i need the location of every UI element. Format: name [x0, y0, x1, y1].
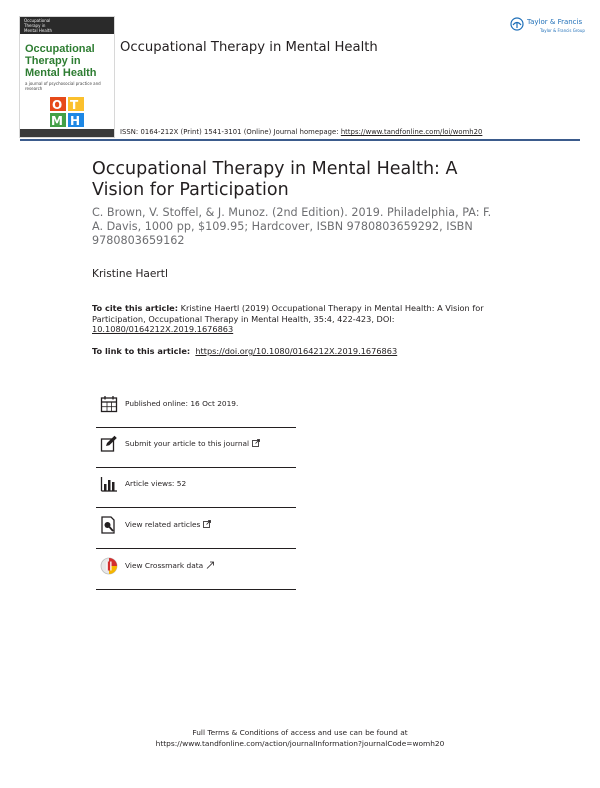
cover-title-line: Occupational — [25, 43, 95, 55]
article-doi-url[interactable]: https://doi.org/10.1080/0164212X.2019.1676863 — [195, 346, 398, 356]
issn-text: ISSN: 0164-212X (Print) 1541-3101 (Online) Journal homepage: — [120, 128, 341, 136]
cover-bottom-bar — [20, 129, 114, 137]
cover-title-line: Therapy in — [25, 55, 81, 67]
cover-title-line: Mental Health — [25, 67, 97, 79]
svg-text:H: H — [70, 114, 81, 128]
cover-small-text: Occupational — [24, 18, 51, 23]
citation-label: To cite this article: — [92, 303, 178, 313]
article-link-label: To link to this article: — [92, 346, 191, 356]
issn-line — [120, 128, 482, 136]
cover-small-text: Mental Health — [24, 28, 52, 33]
citation-doi-link[interactable]: 10.1080/0164212X.2019.1676863 — [92, 324, 234, 335]
article-views-item — [96, 467, 296, 508]
crossmark-link[interactable] — [125, 561, 214, 570]
related-articles-label: View related articles — [125, 520, 201, 529]
cover-subtitle: a journal of psychosocial practice and research — [25, 81, 101, 91]
article-views-text: Article views: 52 — [125, 479, 187, 488]
crossmark-item[interactable] — [96, 549, 296, 590]
crossmark-label: View Crossmark data — [125, 561, 204, 570]
submit-article-link[interactable] — [125, 439, 260, 448]
related-search-icon — [100, 516, 118, 534]
submit-icon — [100, 435, 118, 453]
article-link-line — [92, 346, 397, 356]
publisher-emblem-icon — [510, 17, 524, 31]
book-details: C. Brown, V. Stoffel, & J. Munoz. (2nd Edition). 2019. Philadelphia, PA: F. A. Davis, 1000 pp, $109.95; Hardcover, ISBN 9780803659292, ISBN 9780803659162 — [92, 206, 492, 247]
journal-homepage-link[interactable]: https://www.tandfonline.com/loi/womh20 — [340, 128, 483, 136]
publisher-tagline: Taylor & Francis Group — [540, 28, 585, 33]
published-online-item — [96, 387, 296, 428]
calendar-icon — [100, 395, 118, 413]
cover-title — [25, 43, 97, 79]
author-name: Kristine Haertl — [92, 268, 168, 280]
journal-cover-thumbnail — [20, 17, 114, 137]
external-link-icon — [252, 439, 260, 447]
cover-small-text: Therapy in — [24, 23, 46, 28]
svg-text:T: T — [70, 98, 79, 112]
svg-text:M: M — [51, 114, 63, 128]
taylor-francis-logo — [510, 16, 590, 38]
bar-chart-icon — [100, 475, 118, 493]
footer — [0, 727, 600, 749]
article-title: Occupational Therapy in Mental Health: A Vision for Participation — [92, 159, 458, 200]
submit-article-item[interactable] — [96, 427, 296, 468]
header-divider — [20, 139, 580, 141]
related-articles-item[interactable] — [96, 508, 296, 549]
footer-terms-url[interactable]: https://www.tandfonline.com/action/journalInformation?journalCode=womh20 — [155, 739, 445, 748]
footer-terms-text: Full Terms & Conditions of access and use can be found at — [192, 728, 408, 737]
cover-top-band — [20, 17, 114, 34]
crossmark-icon — [100, 557, 118, 575]
citation-text: Kristine Haertl (2019) Occupational Therapy in Mental Health: A Vision for Participation, Occupational Therapy in Mental Health, 35:4, 422-423, DOI: — [92, 303, 484, 324]
external-link-icon — [206, 561, 214, 569]
citation-block — [92, 303, 502, 335]
otmh-logo-icon — [48, 94, 88, 129]
publisher-name: Taylor & Francis — [527, 18, 583, 26]
external-link-icon — [203, 520, 211, 528]
related-articles-link[interactable] — [125, 520, 211, 529]
journal-name: Occupational Therapy in Mental Health — [120, 40, 378, 55]
svg-text:O: O — [52, 98, 63, 112]
published-online-text: Published online: 16 Oct 2019. — [125, 399, 239, 408]
submit-article-label: Submit your article to this journal — [125, 439, 250, 448]
